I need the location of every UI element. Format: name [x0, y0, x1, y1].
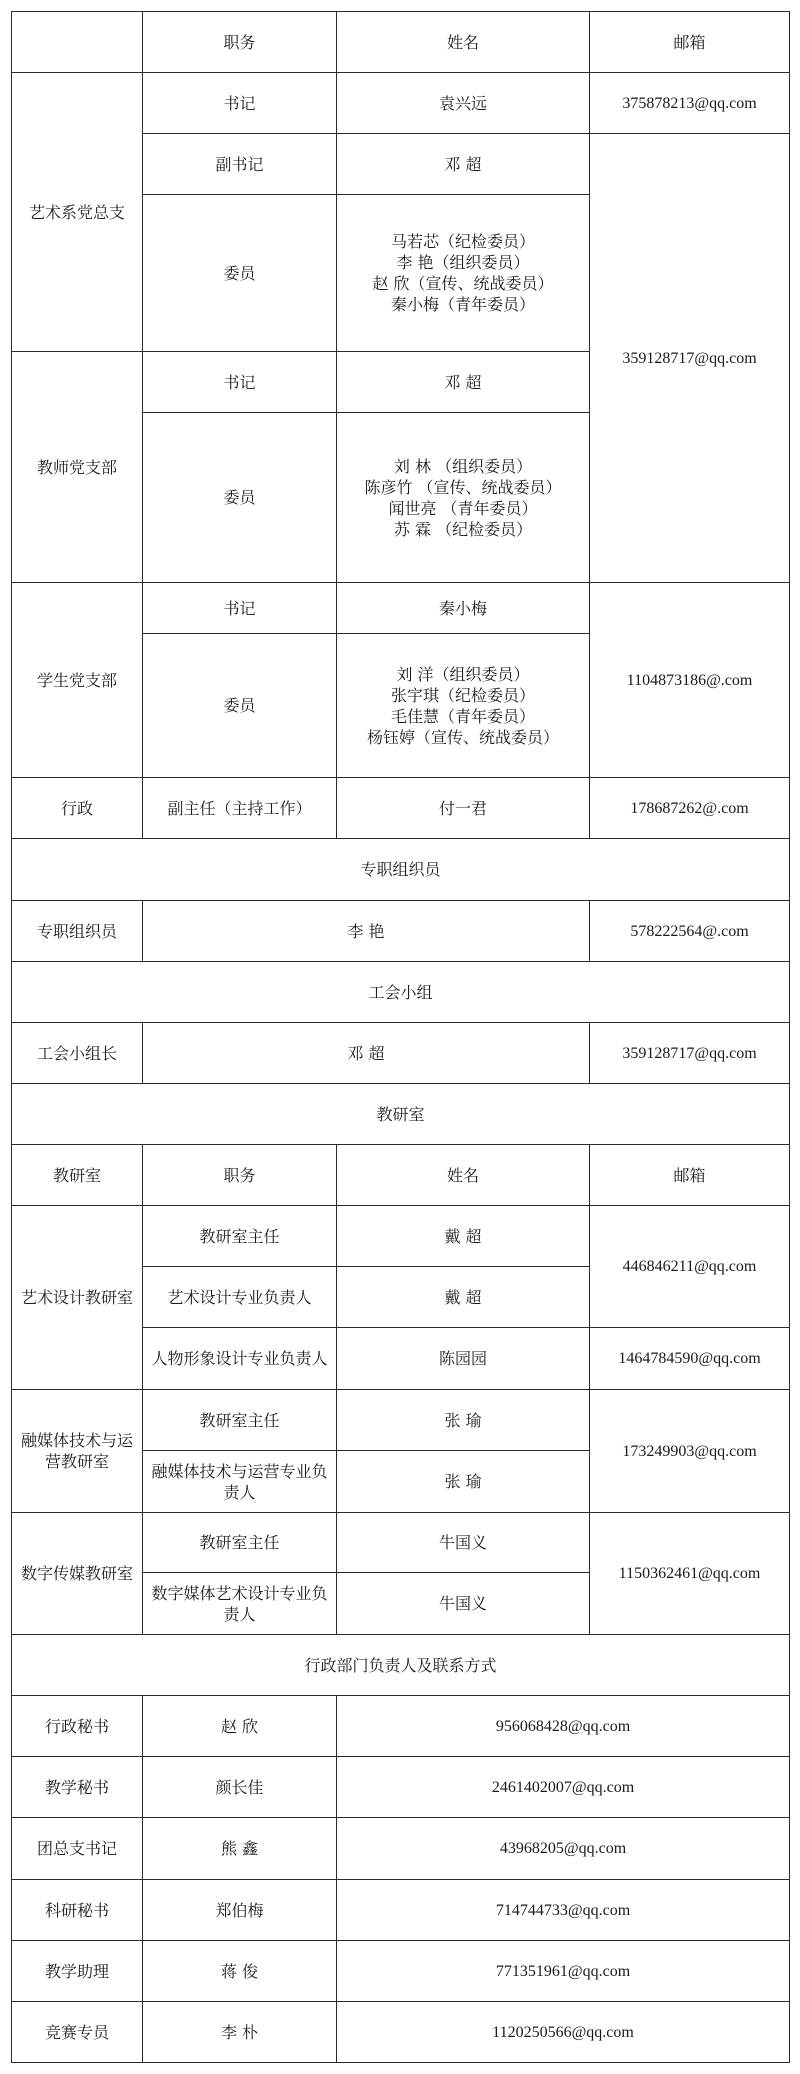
name-cell: 邓 超	[143, 1023, 590, 1084]
name-cell: 赵 欣	[143, 1696, 337, 1757]
table-row	[12, 778, 790, 839]
header-row	[12, 12, 790, 73]
role-cell: 委员	[143, 195, 337, 352]
member-name: 马若芯（纪检委员）	[390, 232, 535, 251]
email-link[interactable]: 771351961@qq.com	[337, 1941, 790, 2002]
member-name: 刘 洋（组织委员）	[396, 664, 530, 684]
table-row	[12, 1757, 790, 1818]
header-email: 邮箱	[590, 12, 790, 73]
committee-members	[337, 195, 590, 352]
table-row	[12, 1513, 790, 1573]
role-cell: 副书记	[143, 134, 337, 195]
member-name: 秦小梅（青年委员）	[390, 295, 535, 314]
role-cell: 教研室主任	[143, 1513, 337, 1573]
role-cell: 副主任（主持工作）	[143, 778, 337, 839]
header-email: 邮箱	[590, 1145, 790, 1206]
member-name: 毛佳慧（青年委员）	[390, 706, 535, 726]
email-link[interactable]: 446846211@qq.com	[590, 1206, 790, 1328]
role-cell: 团总支书记	[12, 1818, 143, 1880]
org-label-teacher-branch: 教师党支部	[12, 352, 143, 583]
member-name: 苏 霖 （纪检委员）	[393, 519, 533, 539]
section-title-union: 工会小组	[12, 962, 790, 1023]
table-row	[12, 1880, 790, 1941]
name-cell: 郑伯梅	[143, 1880, 337, 1941]
role-cell: 人物形象设计专业负责人	[143, 1328, 337, 1390]
name-cell: 蒋 俊	[143, 1941, 337, 2002]
table-row	[12, 73, 790, 134]
role-cell: 艺术设计专业负责人	[143, 1267, 337, 1328]
name-cell: 戴 超	[337, 1267, 590, 1328]
table-row	[12, 1941, 790, 2002]
role-cell: 书记	[143, 352, 337, 413]
role-cell: 科研秘书	[12, 1880, 143, 1941]
table-row	[12, 1696, 790, 1757]
org-label-union: 工会小组长	[12, 1023, 143, 1084]
member-name: 陈彦竹 （宣传、统战委员）	[364, 477, 562, 497]
email-link[interactable]: 359128717@qq.com	[590, 1023, 790, 1084]
header-blank	[12, 12, 143, 73]
email-link[interactable]: 359128717@qq.com	[590, 134, 790, 583]
section-title-row	[12, 1635, 790, 1696]
section-title-row	[12, 1084, 790, 1145]
member-name: 赵 欣（宣传、统战委员）	[372, 274, 554, 293]
member-name: 刘 林 （组织委员）	[393, 456, 533, 476]
table-row	[12, 1390, 790, 1451]
name-cell: 秦小梅	[337, 583, 590, 634]
table-row	[12, 1206, 790, 1267]
organization-contact-table	[11, 11, 790, 2063]
table-row	[12, 1818, 790, 1880]
role-cell: 行政秘书	[12, 1696, 143, 1757]
committee-members	[337, 413, 590, 583]
role-cell: 融媒体技术与运营专业负责人	[143, 1451, 337, 1513]
role-cell: 委员	[143, 634, 337, 778]
email-link[interactable]: 956068428@qq.com	[337, 1696, 790, 1757]
member-name: 闻世亮 （青年委员）	[388, 498, 538, 518]
name-cell: 邓 超	[337, 352, 590, 413]
name-cell: 邓 超	[337, 134, 590, 195]
office-label: 艺术设计教研室	[12, 1206, 143, 1390]
role-cell: 竞赛专员	[12, 2002, 143, 2063]
email-link[interactable]: 578222564@.com	[590, 901, 790, 962]
table-row	[12, 1023, 790, 1084]
table-row	[12, 583, 790, 634]
name-cell: 颜长佳	[143, 1757, 337, 1818]
header-name: 姓名	[337, 12, 590, 73]
role-cell: 数字媒体艺术设计专业负责人	[143, 1573, 337, 1635]
email-link[interactable]: 1464784590@qq.com	[590, 1328, 790, 1390]
email-link[interactable]: 43968205@qq.com	[337, 1818, 790, 1880]
role-cell: 委员	[143, 413, 337, 583]
header-position: 职务	[143, 1145, 337, 1206]
name-cell: 张 瑜	[337, 1390, 590, 1451]
role-cell: 教研室主任	[143, 1390, 337, 1451]
name-cell: 牛国义	[337, 1573, 590, 1635]
role-cell: 书记	[143, 583, 337, 634]
org-label-admin: 行政	[12, 778, 143, 839]
name-cell: 戴 超	[337, 1206, 590, 1267]
committee-members	[337, 634, 590, 778]
email-link[interactable]: 173249903@qq.com	[590, 1390, 790, 1513]
org-label-organizer: 专职组织员	[12, 901, 143, 962]
role-cell: 书记	[143, 73, 337, 134]
name-cell: 李 朴	[143, 2002, 337, 2063]
section-title-research: 教研室	[12, 1084, 790, 1145]
header-office: 教研室	[12, 1145, 143, 1206]
name-cell: 陈园园	[337, 1328, 590, 1390]
member-name: 张宇琪（纪检委员）	[390, 685, 535, 705]
section-title-row	[12, 962, 790, 1023]
member-name: 李 艳（组织委员）	[396, 253, 530, 272]
name-cell: 李 艳	[143, 901, 590, 962]
email-link[interactable]: 1104873186@.com	[590, 583, 790, 778]
header-name: 姓名	[337, 1145, 590, 1206]
table-row	[12, 2002, 790, 2063]
table-row	[12, 901, 790, 962]
office-label: 数字传媒教研室	[12, 1513, 143, 1635]
header-position: 职务	[143, 12, 337, 73]
email-link[interactable]: 1120250566@qq.com	[337, 2002, 790, 2063]
org-label-student-branch: 学生党支部	[12, 583, 143, 778]
role-cell: 教学助理	[12, 1941, 143, 2002]
section-title-row	[12, 839, 790, 901]
email-link[interactable]: 1150362461@qq.com	[590, 1513, 790, 1635]
email-link[interactable]: 2461402007@qq.com	[337, 1757, 790, 1818]
name-cell: 熊 鑫	[143, 1818, 337, 1880]
section-title-organizer: 专职组织员	[12, 839, 790, 901]
name-cell: 付一君	[337, 778, 590, 839]
email-link[interactable]: 178687262@.com	[590, 778, 790, 839]
member-name: 杨钰婷（宣传、统战委员）	[366, 727, 559, 747]
role-cell: 教研室主任	[143, 1206, 337, 1267]
role-cell: 教学秘书	[12, 1757, 143, 1818]
email-link[interactable]: 375878213@qq.com	[590, 73, 790, 134]
research-header-row	[12, 1145, 790, 1206]
name-cell: 牛国义	[337, 1513, 590, 1573]
office-label: 融媒体技术与运营教研室	[12, 1390, 143, 1513]
section-title-admin-contacts: 行政部门负责人及联系方式	[12, 1635, 790, 1696]
org-label-art-general: 艺术系党总支	[12, 73, 143, 352]
name-cell: 袁兴远	[337, 73, 590, 134]
name-cell: 张 瑜	[337, 1451, 590, 1513]
email-link[interactable]: 714744733@qq.com	[337, 1880, 790, 1941]
